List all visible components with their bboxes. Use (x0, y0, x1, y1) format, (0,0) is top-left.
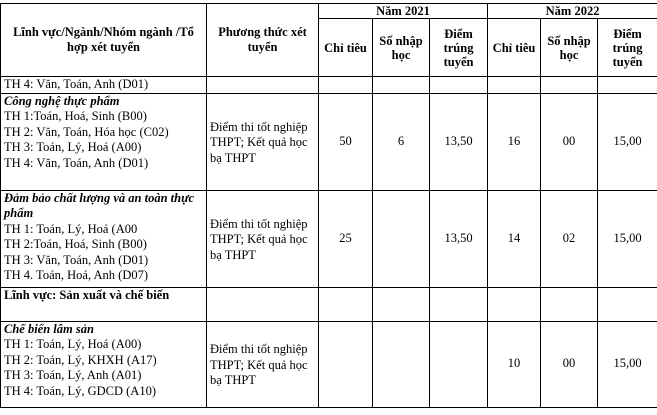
combo-line: TH 4. Toán, Hoá, Anh (D07) (4, 268, 149, 282)
field-name: Lĩnh vực: Sản xuất và chế biến (1, 287, 207, 321)
enrolled-2022: 02 (541, 190, 598, 287)
table-row (1, 77, 657, 94)
enrolled-2021: 6 (373, 93, 430, 190)
combo-line: TH 3: Văn, Toán, Anh (D01) (4, 252, 149, 267)
header-method: Phương thức xét tuyển (207, 4, 319, 77)
header-2022-enrolled: Số nhập học (541, 19, 598, 77)
admission-table (0, 3, 657, 408)
header-2021-score: Điểm trúng tuyển (430, 19, 488, 77)
table-row (1, 287, 657, 321)
score-2022: 15,00 (598, 190, 657, 287)
quota-2021: 50 (319, 93, 373, 190)
combo-line: TH 2: Toán, Lý, KHXH (A17) (4, 352, 157, 367)
major-cell (1, 190, 207, 287)
score-2022: 15,00 (598, 321, 657, 407)
combo-line: TH 2: Văn, Toán, Hóa học (C02) (4, 124, 169, 139)
major-name: Chế biến lâm sản (4, 321, 94, 336)
score-2021: 13,50 (430, 93, 488, 190)
method-cell: Điểm thi tốt nghiệp THPT; Kết quả học bạ THPT (207, 321, 319, 407)
header-2021-quota: Chỉ tiêu (319, 19, 373, 77)
enrolled-2022: 00 (541, 321, 598, 407)
quota-2021 (319, 321, 373, 407)
header-year-2022: Năm 2022 (488, 4, 657, 19)
major-name: Đảm bảo chất lượng và an toàn thực phẩm (4, 190, 195, 220)
major-name: Công nghệ thực phẩm (4, 93, 120, 108)
header-field: Lĩnh vực/Ngành/Nhóm ngành /Tổ hợp xét tuyển (1, 4, 207, 77)
table-row (1, 321, 657, 407)
combo-line: TH 3: Toán, Lý, Anh (A01) (4, 368, 142, 382)
table-row (1, 190, 657, 287)
score-2022: 15,00 (598, 93, 657, 190)
header-2022-score: Điểm trúng tuyển (598, 19, 657, 77)
combo-line: TH 2:Toán, Hoá, Sinh (B00) (4, 237, 147, 251)
quota-2022: 14 (488, 190, 541, 287)
method-cell: Điểm thi tốt nghiệp THPT; Kết quả học bạ THPT (207, 190, 319, 287)
enrolled-2021 (373, 190, 430, 287)
combo-line: TH 4: Toán, Lý, GDCD (A10) (4, 383, 157, 398)
enrolled-2021 (373, 321, 430, 407)
header-2021-enrolled: Số nhập học (373, 19, 430, 77)
row-continuation-combo: TH 4: Văn, Toán, Anh (D01) (1, 77, 207, 94)
score-2021: 13,50 (430, 190, 488, 287)
quota-2022: 16 (488, 93, 541, 190)
combo-line: TH 1: Toán, Lý, Hoá (A00 (4, 221, 138, 236)
combo-line: TH 1:Toán, Hoá, Sinh (B00) (4, 109, 147, 123)
combo-line: TH 4: Văn, Toán, Anh (D01) (4, 155, 149, 170)
combo-line: TH 1: Toán, Lý, Hoá (A00) (4, 337, 142, 351)
enrolled-2022: 00 (541, 93, 598, 190)
major-cell (1, 93, 207, 190)
combo-line: TH 3: Toán, Lý, Hoá (A00) (4, 140, 142, 154)
method-cell: Điểm thi tốt nghiệp THPT; Kết quả học bạ THPT (207, 93, 319, 190)
header-2022-quota: Chỉ tiêu (488, 19, 541, 77)
major-cell (1, 321, 207, 407)
score-2021 (430, 321, 488, 407)
quota-2022: 10 (488, 321, 541, 407)
table-row (1, 93, 657, 190)
quota-2021: 25 (319, 190, 373, 287)
header-year-2021: Năm 2021 (319, 4, 488, 19)
